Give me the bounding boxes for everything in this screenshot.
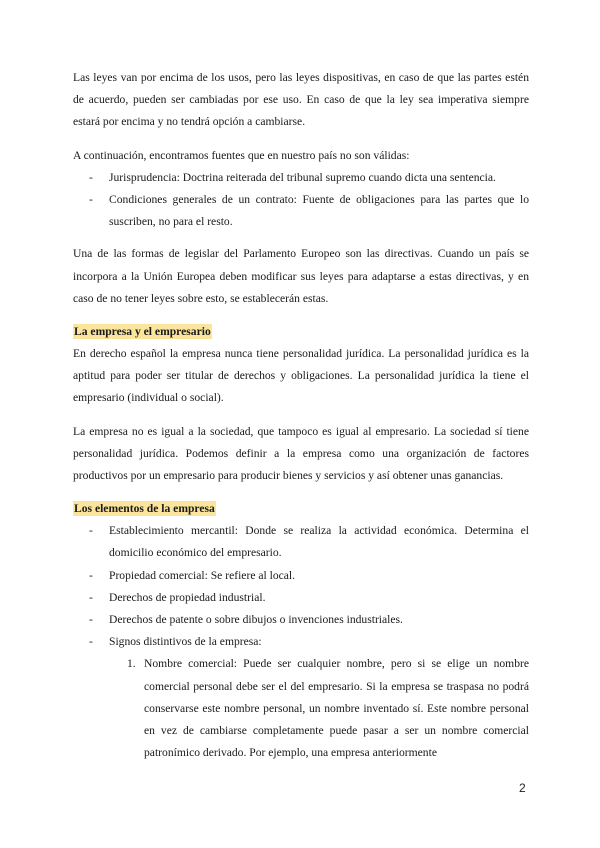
dash-bullet: -	[89, 193, 93, 207]
dash-bullet: -	[89, 613, 93, 627]
item-number: 1.	[127, 657, 136, 671]
paragraph-invalid-sources-intro: A continuación, encontramos fuentes que en nuestro país no son válidas:	[73, 148, 410, 162]
list-item	[73, 587, 529, 609]
dash-bullet: -	[89, 590, 93, 604]
dash-bullet: -	[89, 635, 93, 649]
dash-bullet: -	[89, 170, 93, 184]
list-item	[73, 520, 529, 564]
heading-company-elements	[73, 498, 529, 520]
numbered-item	[73, 653, 529, 764]
paragraph-laws-customs: Las leyes van por encima de los usos, pero las leyes dispositivas, en caso de que las partes estén de acuerdo, pueden ser cambiadas por ese uso. En caso de que la ley sea imperativa siempre estará por encima y no tendrá opción a cambiarse.	[73, 71, 529, 129]
list-item-text: Establecimiento mercantil: Donde se realiza la actividad económica. Determina el domicilio económico del empresario.	[109, 524, 529, 560]
invalid-sources-list	[73, 167, 529, 234]
list-item-text: Derechos de patente o sobre dibujos o invenciones industriales.	[109, 613, 403, 627]
paragraph-company-definition: La empresa no es igual a la sociedad, que tampoco es igual al empresario. La sociedad sí tiene personalidad jurídica. Podemos definir a la empresa como una organización de factores productivos por un empresario para producir bienes y servicios y así obtener unas ganancias.	[73, 424, 529, 483]
list-item	[73, 167, 529, 189]
list-item-text: Signos distintivos de la empresa:	[109, 635, 262, 649]
list-item	[73, 189, 529, 233]
list-item-text: Condiciones generales de un contrato: Fuente de obligaciones para las partes que lo suscriben, no para el resto.	[109, 193, 529, 229]
list-item-text: Propiedad comercial: Se refiere al local.	[109, 568, 296, 582]
distinctive-signs-list	[73, 653, 529, 764]
paragraph-directives: Una de las formas de legislar del Parlamento Europeo son las directivas. Cuando un país se incorpora a la Unión Europea deben modificar sus leyes para adaptarse a estas directivas, y en caso de no tener leyes sobre esto, se establecerán estas.	[73, 247, 529, 305]
page-number: 2	[519, 781, 526, 795]
dash-bullet: -	[89, 524, 93, 538]
list-item	[73, 609, 529, 631]
list-item	[73, 565, 529, 587]
dash-bullet: -	[89, 568, 93, 582]
list-item-text: Derechos de propiedad industrial.	[109, 590, 266, 604]
list-item-text: Jurisprudencia: Doctrina reiterada del tribunal supremo cuando dicta una sentencia.	[109, 170, 496, 184]
heading-text: Los elementos de la empresa	[74, 502, 215, 516]
heading-text: La empresa y el empresario	[74, 325, 211, 339]
company-elements-list	[73, 520, 529, 764]
numbered-item-text: Nombre comercial: Puede ser cualquier nombre, pero si se elige un nombre comercial personal debe ser el del empresario. Si la empresa se traspasa no podrá conservarse este nombre personal, un nombre inventado sí. Este nombre personal en vez de cambiarse completamente puede pasar a ser un nombre comercial patronímico derivado. Por ejemplo, una empresa anteriormente	[144, 657, 529, 760]
paragraph-legal-personality: En derecho español la empresa nunca tiene personalidad jurídica. La personalidad jurídica es la aptitud para poder ser titular de derechos y obligaciones. La personalidad jurídica la tiene el empresario (individual o social).	[73, 347, 529, 405]
list-item	[73, 631, 529, 764]
page-content	[73, 67, 529, 774]
heading-company-and-entrepreneur	[73, 321, 529, 343]
